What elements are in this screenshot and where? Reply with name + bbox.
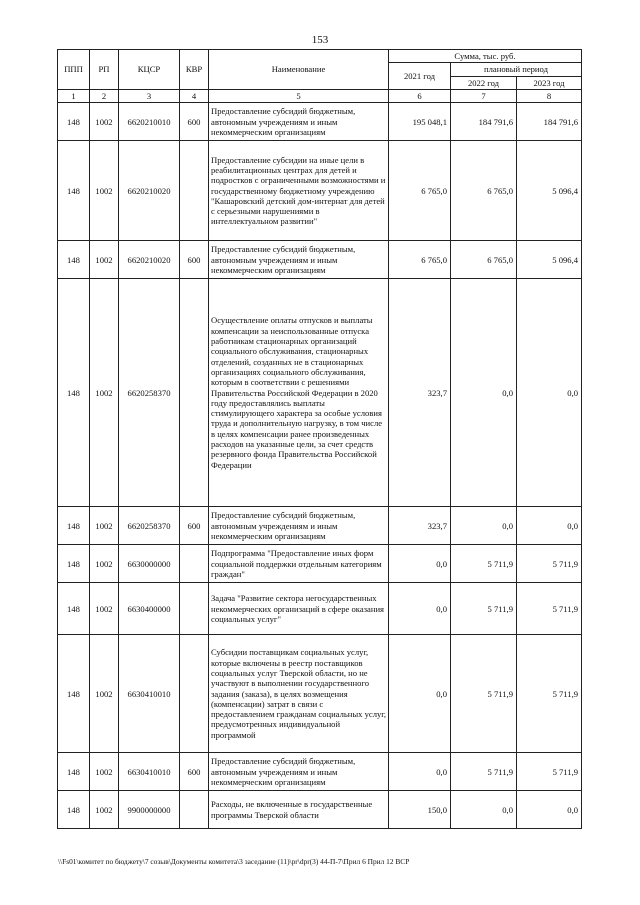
cell-kcsr: 6630410010 [119,753,180,791]
table-row [58,791,582,829]
cell-rp: 1002 [90,141,119,241]
cell-rp: 1002 [90,791,119,829]
cell-ppp: 148 [58,635,90,753]
cell-2022: 6 765,0 [451,241,517,279]
cell-2023: 0,0 [517,279,582,507]
cell-2021: 0,0 [389,753,451,791]
cell-kcsr: 6620258370 [119,279,180,507]
cell-2021: 150,0 [389,791,451,829]
cell-kcsr: 6620210010 [119,103,180,141]
cell-name: Предоставление субсидий бюджетным, автономным учреждениям и иным некоммерческим организациям [209,507,389,545]
cell-kvr [180,635,209,753]
footer-file-path: \\Fs01\комитет по бюджету\7 созыв\Документы комитета\3 заседание (11)\pr\dpr(3) 44-П-7\Прил 6 Прил 12 ВСР [58,857,410,866]
header-rp: РП [90,50,119,90]
cell-2022: 5 711,9 [451,545,517,583]
cell-kcsr: 6630400000 [119,583,180,635]
cell-rp: 1002 [90,583,119,635]
table-row [58,635,582,753]
header-name: Наименование [209,50,389,90]
cell-kvr: 600 [180,103,209,141]
table-row [58,753,582,791]
header-kcsr: КЦСР [119,50,180,90]
cell-ppp: 148 [58,241,90,279]
cell-2023: 184 791,6 [517,103,582,141]
header-ppp: ППП [58,50,90,90]
cell-2022: 184 791,6 [451,103,517,141]
cell-ppp: 148 [58,791,90,829]
cell-2023: 5 096,4 [517,241,582,279]
column-number: 6 [389,89,451,102]
cell-kvr [180,141,209,241]
table-row [58,103,582,141]
cell-kvr [180,545,209,583]
cell-kvr: 600 [180,241,209,279]
cell-rp: 1002 [90,635,119,753]
column-number-row [58,89,582,102]
cell-kvr: 600 [180,507,209,545]
column-number: 1 [58,89,90,102]
cell-rp: 1002 [90,753,119,791]
cell-kcsr: 6620210020 [119,241,180,279]
cell-2023: 5 711,9 [517,635,582,753]
header-row-1 [58,50,582,63]
page-number: 153 [311,34,329,46]
cell-ppp: 148 [58,753,90,791]
cell-2022: 6 765,0 [451,141,517,241]
cell-2021: 0,0 [389,545,451,583]
table-row [58,279,582,507]
cell-rp: 1002 [90,103,119,141]
header-plan-period: плановый период [451,63,582,76]
cell-ppp: 148 [58,141,90,241]
table-row [58,507,582,545]
column-number: 2 [90,89,119,102]
cell-2021: 6 765,0 [389,241,451,279]
cell-kcsr: 6630410010 [119,635,180,753]
cell-2023: 5 711,9 [517,583,582,635]
column-number: 3 [119,89,180,102]
cell-name: Предоставление субсидий бюджетным, автономным учреждениям и иным некоммерческим организациям [209,753,389,791]
cell-2023: 5 096,4 [517,141,582,241]
cell-kcsr: 9900000000 [119,791,180,829]
cell-kvr: 600 [180,753,209,791]
header-kvr: КВР [180,50,209,90]
cell-ppp: 148 [58,583,90,635]
cell-2023: 0,0 [517,507,582,545]
cell-name: Осуществление оплаты отпусков и выплаты компенсации за неиспользованные отпуска работникам стационарных организаций социального обслуживания, стационарных отделений, созданных не в стационарных организациях социального обслуживания, которым в соответствии с решениями Правительства Российской Федерации в 2020 году предоставлялись выплаты стимулирующего характера за особые условия труда и дополнительную нагрузку, в том числе в целях компенсации ранее произведенных расходов на указанные цели, за счет средств резервного фонда Правительства Российской Федерации [209,279,389,507]
cell-name: Подпрограмма "Предоставление иных форм социальной поддержки отдельным категориям граждан" [209,545,389,583]
table-row [58,583,582,635]
cell-2023: 5 711,9 [517,545,582,583]
cell-2022: 5 711,9 [451,583,517,635]
cell-2023: 5 711,9 [517,753,582,791]
cell-rp: 1002 [90,241,119,279]
table-row [58,545,582,583]
header-year-2022: 2022 год [451,76,517,89]
cell-2022: 0,0 [451,791,517,829]
cell-2021: 323,7 [389,507,451,545]
cell-ppp: 148 [58,545,90,583]
header-year-2023: 2023 год [517,76,582,89]
cell-2021: 0,0 [389,583,451,635]
table-row [58,241,582,279]
cell-rp: 1002 [90,279,119,507]
cell-kcsr: 6620258370 [119,507,180,545]
cell-kvr [180,791,209,829]
cell-kcsr: 6630000000 [119,545,180,583]
cell-name: Предоставление субсидии на иные цели в реабилитационных центрах для детей и подростков с ограниченными возможностями и государственному бюджетному учреждению "Кашаровский детский дом-интернат для детей с серьезными нарушениями в интеллектуальном развитии" [209,141,389,241]
cell-name: Предоставление субсидий бюджетным, автономным учреждениям и иным некоммерческим организациям [209,241,389,279]
cell-name: Субсидии поставщикам социальных услуг, которые включены в реестр поставщиков социальных услуг Тверской области, но не участвуют в выполнении государственного задания (заказа), в целях возмещения (компенсации) затрат в связи с предоставлением гражданам социальных услуг, предусмотренных индивидуальной программой [209,635,389,753]
column-number: 8 [517,89,582,102]
cell-ppp: 148 [58,279,90,507]
cell-name: Задача "Развитие сектора негосударственных некоммерческих организаций в сфере оказания социальных услуг" [209,583,389,635]
column-number: 4 [180,89,209,102]
cell-2021: 6 765,0 [389,141,451,241]
cell-2022: 5 711,9 [451,635,517,753]
cell-kvr [180,279,209,507]
column-number: 5 [209,89,389,102]
cell-rp: 1002 [90,545,119,583]
cell-2022: 5 711,9 [451,753,517,791]
column-number: 7 [451,89,517,102]
cell-2022: 0,0 [451,279,517,507]
cell-name: Расходы, не включенные в государственные программы Тверской области [209,791,389,829]
cell-kvr [180,583,209,635]
cell-2021: 0,0 [389,635,451,753]
table-row [58,141,582,241]
cell-2022: 0,0 [451,507,517,545]
cell-rp: 1002 [90,507,119,545]
cell-2021: 195 048,1 [389,103,451,141]
budget-table [57,49,582,829]
cell-kcsr: 6620210020 [119,141,180,241]
cell-ppp: 148 [58,507,90,545]
cell-ppp: 148 [58,103,90,141]
cell-2021: 323,7 [389,279,451,507]
cell-2023: 0,0 [517,791,582,829]
header-year-2021: 2021 год [389,63,451,90]
header-sum-title: Сумма, тыс. руб. [389,50,582,63]
cell-name: Предоставление субсидий бюджетным, автономным учреждениям и иным некоммерческим организациям [209,103,389,141]
